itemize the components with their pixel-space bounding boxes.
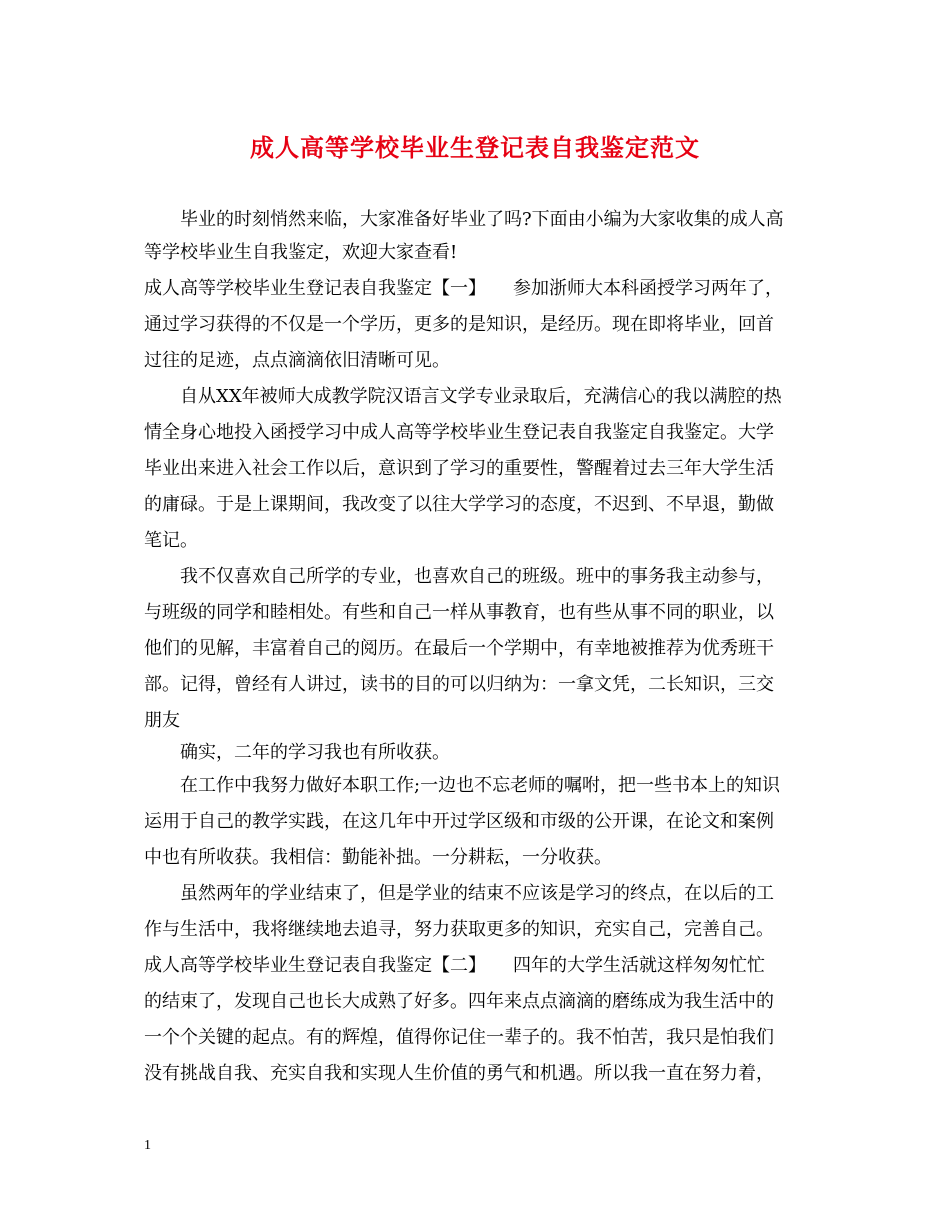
- text-line: 通过学习获得的不仅是一个学历，更多的是知识，是经历。现在即将毕业，回首: [144, 314, 774, 335]
- text-line: 成人高等学校毕业生登记表自我鉴定【一】 参加浙师大本科函授学习两年了，: [144, 278, 783, 299]
- text-line: 一个个关键的起点。有的辉煌，值得你记住一辈子的。我不怕苦，我只是怕我们: [144, 1027, 774, 1048]
- text-line: 虽然两年的学业结束了，但是学业的结束不应该是学习的终点，在以后的工: [180, 883, 774, 904]
- text-line: 我不仅喜欢自己所学的专业，也喜欢自己的班级。班中的事务我主动参与，: [180, 566, 774, 587]
- text-line: 成人高等学校毕业生登记表自我鉴定【二】 四年的大学生活就这样匆匆忙忙: [144, 955, 765, 976]
- text-line: 情全身心地投入函授学习中成人高等学校毕业生登记表自我鉴定自我鉴定。大学: [144, 422, 774, 443]
- text-line: 笔记。: [144, 530, 198, 551]
- page-number: 1: [144, 1138, 151, 1153]
- text-line: 作与生活中，我将继续地去追寻，努力获取更多的知识，充实自己，完善自己。: [144, 919, 774, 940]
- text-line: 等学校毕业生自我鉴定，欢迎大家查看!: [144, 242, 458, 263]
- text-line: 毕业出来进入社会工作以后，意识到了学习的重要性，警醒着过去三年大学生活: [144, 458, 774, 479]
- text-line: 与班级的同学和睦相处。有些和自己一样从事教育，也有些从事不同的职业，以: [144, 602, 774, 623]
- page-title: 成人高等学校毕业生登记表自我鉴定范文: [250, 133, 700, 162]
- text-line: 中也有所收获。我相信：勤能补拙。一分耕耘，一分收获。: [144, 847, 612, 868]
- text-line: 的结束了，发现自己也长大成熟了好多。四年来点点滴滴的磨练成为我生活中的: [144, 991, 774, 1012]
- text-line: 运用于自己的教学实践，在这几年中开过学区级和市级的公开课，在论文和案例: [144, 811, 774, 832]
- text-line: 的庸碌。于是上课期间，我改变了以往大学学习的态度，不迟到、不早退，勤做: [144, 494, 774, 515]
- text-line: 毕业的时刻悄然来临，大家准备好毕业了吗?下面由小编为大家收集的成人高: [180, 209, 784, 230]
- text-line: 他们的见解，丰富着自己的阅历。在最后一个学期中，有幸地被推荐为优秀班干: [144, 638, 774, 659]
- text-line: 部。记得，曾经有人讲过，读书的目的可以归纳为：一拿文凭，二长知识，三交: [144, 674, 774, 695]
- text-line: 没有挑战自我、充实自我和实现人生价值的勇气和机遇。所以我一直在努力着，: [144, 1063, 774, 1084]
- text-line: 自从XX年被师大成教学院汉语言文学专业录取后，充满信心的我以满腔的热: [180, 386, 782, 407]
- text-line: 在工作中我努力做好本职工作;一边也不忘老师的嘱咐，把一些书本上的知识: [180, 775, 781, 796]
- text-line: 过往的足迹，点点滴滴依旧清晰可见。: [144, 350, 450, 371]
- text-line: 确实，二年的学习我也有所收获。: [180, 742, 450, 763]
- text-line: 朋友: [144, 710, 180, 731]
